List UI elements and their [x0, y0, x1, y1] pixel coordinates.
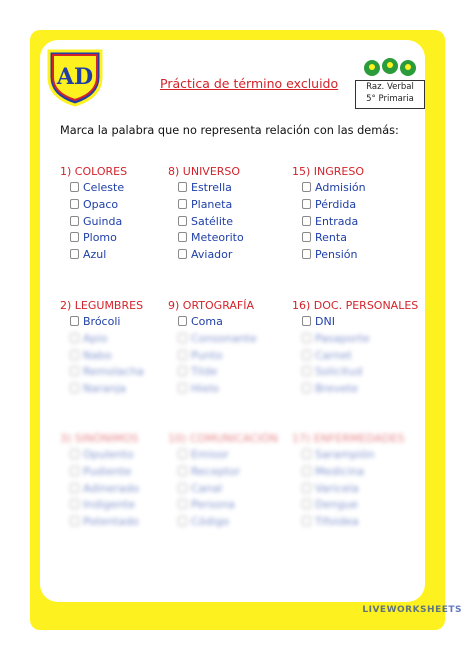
- option-item[interactable]: [168, 381, 257, 398]
- option-item[interactable]: [60, 331, 144, 348]
- option-item[interactable]: [168, 197, 244, 214]
- checkbox[interactable]: [178, 350, 187, 360]
- option-item[interactable]: [168, 247, 244, 264]
- option-label: Medicina: [315, 464, 365, 478]
- option-item[interactable]: [292, 331, 418, 348]
- option-label: Sarampión: [315, 448, 375, 461]
- option-item[interactable]: [292, 214, 366, 231]
- group-doc-personales: [292, 298, 418, 398]
- checkbox[interactable]: [178, 449, 187, 459]
- group-universo: [168, 164, 244, 264]
- checkbox[interactable]: [302, 216, 311, 226]
- option-item[interactable]: [168, 214, 244, 231]
- option-item[interactable]: [292, 197, 366, 214]
- option-item[interactable]: [292, 447, 405, 464]
- option-label: Plomo: [83, 231, 117, 245]
- option-item[interactable]: [168, 364, 257, 381]
- checkbox[interactable]: [302, 466, 311, 476]
- checkbox[interactable]: [178, 499, 187, 509]
- checkbox[interactable]: [302, 232, 311, 242]
- option-item[interactable]: [60, 314, 144, 331]
- group-colores: [60, 164, 127, 264]
- option-label: Apio: [83, 331, 108, 345]
- checkbox[interactable]: [70, 182, 79, 192]
- group-comunicacion: [168, 431, 278, 531]
- option-label: Meteorito: [191, 231, 244, 245]
- option-label: Coma: [191, 315, 223, 328]
- checkbox[interactable]: [302, 182, 311, 192]
- option-item[interactable]: [60, 364, 144, 381]
- option-label: Pensión: [315, 248, 358, 262]
- option-label: Pasaporte: [315, 331, 370, 345]
- checkbox[interactable]: [178, 182, 187, 192]
- option-item[interactable]: [292, 364, 418, 381]
- option-label: Indigente: [83, 498, 136, 512]
- option-item[interactable]: [292, 381, 418, 398]
- option-item[interactable]: [168, 464, 278, 481]
- option-label: Aviador: [191, 248, 233, 262]
- checkbox[interactable]: [178, 516, 187, 526]
- group-title: 10) COMUNICACIÓN: [168, 432, 278, 445]
- option-item[interactable]: [168, 348, 257, 365]
- badge-grade: 5° Primaria: [366, 94, 414, 104]
- option-item[interactable]: [60, 214, 127, 231]
- checkbox[interactable]: [178, 316, 187, 326]
- option-label: Solicitud: [315, 365, 363, 379]
- checkbox[interactable]: [70, 483, 79, 493]
- option-item[interactable]: [60, 230, 127, 247]
- option-label: Opaco: [83, 197, 119, 211]
- group-title: 2) LEGUMBRES: [60, 299, 144, 312]
- option-label: Opulento: [83, 448, 134, 461]
- checkbox[interactable]: [70, 366, 79, 376]
- checkbox[interactable]: [302, 516, 311, 526]
- checkbox[interactable]: [302, 483, 311, 493]
- option-label: Dengue: [315, 498, 358, 512]
- option-label: Persona: [191, 498, 235, 512]
- option-label: Pudiente: [83, 464, 132, 478]
- checkbox[interactable]: [302, 199, 311, 209]
- group-title: 16) DOC. PERSONALES: [292, 299, 419, 312]
- option-item[interactable]: [292, 464, 405, 481]
- checkbox[interactable]: [178, 249, 187, 259]
- group-sinonimos: [60, 431, 139, 531]
- option-label: Varicela: [315, 481, 359, 495]
- option-label: Celeste: [83, 181, 125, 194]
- option-item[interactable]: [292, 230, 366, 247]
- option-item[interactable]: [168, 331, 257, 348]
- option-item[interactable]: [292, 481, 405, 498]
- checkbox[interactable]: [302, 333, 311, 343]
- logo-text: AD: [56, 64, 94, 90]
- checkbox[interactable]: [70, 449, 79, 459]
- option-label: Guinda: [83, 214, 123, 228]
- checkbox[interactable]: [70, 216, 79, 226]
- option-label: Punto: [191, 348, 223, 362]
- watermark: LIVEWORKSHEETS: [362, 605, 462, 615]
- checkbox[interactable]: [70, 516, 79, 526]
- option-item[interactable]: [168, 497, 278, 514]
- checkbox[interactable]: [178, 216, 187, 226]
- checkbox[interactable]: [70, 199, 79, 209]
- option-label: Estrella: [191, 181, 232, 194]
- checkbox[interactable]: [70, 350, 79, 360]
- group-ortografia: [168, 298, 257, 398]
- group-title: 3) SINÓNIMOS: [60, 432, 139, 445]
- option-item[interactable]: [168, 314, 257, 331]
- checkbox[interactable]: [70, 499, 79, 509]
- option-item[interactable]: [60, 497, 139, 514]
- option-item[interactable]: [292, 314, 418, 331]
- checkbox[interactable]: [302, 366, 311, 376]
- option-item[interactable]: [168, 514, 278, 531]
- option-label: Receptor: [191, 464, 241, 478]
- option-item[interactable]: [60, 180, 127, 197]
- option-item[interactable]: [60, 381, 144, 398]
- option-label: Remolacha: [83, 365, 144, 379]
- option-item[interactable]: [60, 197, 127, 214]
- checkbox[interactable]: [302, 499, 311, 509]
- option-item[interactable]: [292, 514, 405, 531]
- checkbox[interactable]: [178, 383, 187, 393]
- group-enfermedades: [292, 431, 405, 531]
- option-label: Consonante: [191, 331, 257, 345]
- checkbox[interactable]: [178, 199, 187, 209]
- option-label: Emisor: [191, 448, 229, 461]
- checkbox[interactable]: [70, 466, 79, 476]
- checkbox[interactable]: [302, 383, 311, 393]
- option-label: Azul: [83, 248, 107, 262]
- option-item[interactable]: [60, 481, 139, 498]
- option-item[interactable]: [292, 348, 418, 365]
- option-label: Naranja: [83, 382, 127, 396]
- option-item[interactable]: [292, 247, 366, 264]
- group-legumbres: [60, 298, 144, 398]
- instructions: Marca la palabra que no representa relación con las demás:: [60, 124, 399, 137]
- option-label: Entrada: [315, 214, 359, 228]
- option-item[interactable]: [168, 447, 278, 464]
- option-item[interactable]: [60, 464, 139, 481]
- option-item[interactable]: [60, 447, 139, 464]
- group-title: 1) COLORES: [60, 165, 128, 178]
- checkbox[interactable]: [302, 350, 311, 360]
- checkbox[interactable]: [70, 232, 79, 242]
- option-label: Renta: [315, 231, 347, 245]
- option-label: Tifoidea: [315, 515, 359, 529]
- group-ingreso: [292, 164, 366, 264]
- option-item[interactable]: [60, 348, 144, 365]
- checkbox[interactable]: [178, 483, 187, 493]
- option-item[interactable]: [168, 481, 278, 498]
- option-label: Código: [191, 515, 230, 529]
- option-label: Hielo: [191, 382, 219, 396]
- page-title: Práctica de término excluido: [160, 76, 339, 91]
- group-title: 15) INGRESO: [292, 165, 365, 178]
- option-label: Potentado: [83, 515, 139, 529]
- option-label: Carnet: [315, 348, 352, 362]
- option-item[interactable]: [292, 497, 405, 514]
- checkbox[interactable]: [302, 449, 311, 459]
- stars-icon: [360, 56, 420, 80]
- badge-subject: Raz. Verbal: [366, 82, 414, 92]
- checkbox[interactable]: [302, 316, 311, 326]
- option-label: Planeta: [191, 197, 233, 211]
- checkbox[interactable]: [70, 316, 79, 326]
- option-item[interactable]: [168, 180, 244, 197]
- option-label: Brevete: [315, 382, 358, 396]
- option-item[interactable]: [60, 247, 127, 264]
- option-label: Brócoli: [83, 315, 121, 328]
- group-title: 17) ENFERMEDADES: [292, 432, 405, 445]
- option-item[interactable]: [168, 230, 244, 247]
- option-label: Nabo: [83, 348, 112, 362]
- checkbox[interactable]: [178, 232, 187, 242]
- option-label: Tilde: [191, 365, 218, 379]
- checkbox[interactable]: [302, 249, 311, 259]
- checkbox[interactable]: [178, 333, 187, 343]
- grade-badge: [355, 80, 425, 109]
- option-item[interactable]: [292, 180, 366, 197]
- checkbox[interactable]: [178, 366, 187, 376]
- checkbox[interactable]: [70, 383, 79, 393]
- group-title: 8) UNIVERSO: [168, 165, 241, 178]
- option-label: Admisión: [315, 181, 366, 194]
- checkbox[interactable]: [70, 249, 79, 259]
- option-label: Adinerado: [83, 481, 140, 495]
- option-label: Satélite: [191, 214, 233, 228]
- checkbox[interactable]: [70, 333, 79, 343]
- school-logo: [45, 47, 105, 107]
- option-label: Pérdida: [315, 197, 357, 211]
- checkbox[interactable]: [178, 466, 187, 476]
- option-item[interactable]: [60, 514, 139, 531]
- option-label: DNI: [315, 315, 335, 328]
- option-label: Canal: [191, 481, 223, 495]
- group-title: 9) ORTOGRAFÍA: [168, 299, 255, 312]
